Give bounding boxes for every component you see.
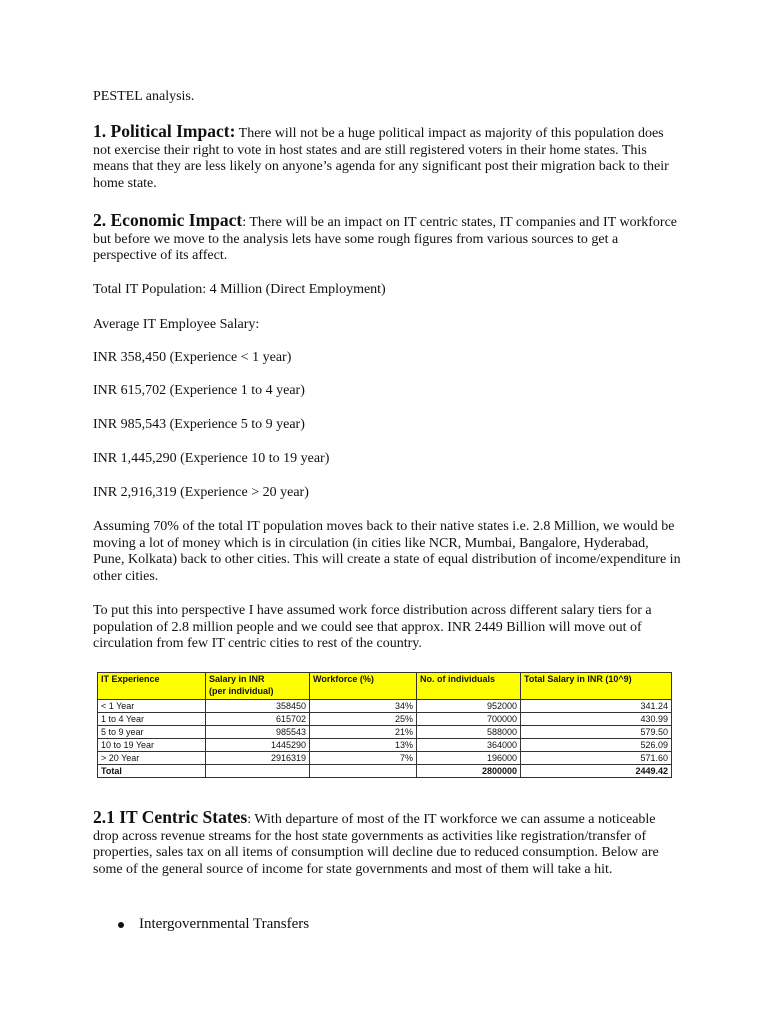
- salary-line-4: INR 1,445,290 (Experience 10 to 19 year): [93, 451, 330, 466]
- it-states-paragraph: [93, 809, 683, 878]
- cell-total-salary: 571.60: [521, 752, 672, 765]
- cell-workforce: 21%: [310, 726, 417, 739]
- salary-line-1: INR 358,450 (Experience < 1 year): [93, 350, 292, 365]
- economic-text: : There will be an impact on IT centric states, IT companies and IT workforce but before we move to the analysis lets have some rough figures from various sources to get a perspective of its affect.: [93, 215, 677, 263]
- cell-workforce: 7%: [310, 752, 417, 765]
- cell-total-salary: 579.50: [521, 726, 672, 739]
- cell-total-salary-sum: 2449.42: [521, 765, 672, 778]
- header-salary: Salary in INR (per individual): [206, 673, 310, 700]
- cell-total-salary: 526.09: [521, 739, 672, 752]
- table-row: [98, 739, 672, 752]
- assumption-paragraph: Assuming 70% of the total IT population moves back to their native states i.e. 2.8 Million, we would be moving a lot of money which is in circulation (in cities like NCR, Mumbai, Bangalore, Hyderabad, Pune, Kolkata) back to other cities. This will create a state of equal distribution of income/expenditure in other cities.: [93, 519, 681, 584]
- table-row: [98, 713, 672, 726]
- cell-salary: 358450: [206, 700, 310, 713]
- cell-salary: 985543: [206, 726, 310, 739]
- table-row: [98, 726, 672, 739]
- header-workforce: Workforce (%): [310, 673, 417, 700]
- salary-heading: Average IT Employee Salary:: [93, 317, 260, 332]
- table-row: [98, 752, 672, 765]
- cell-workforce: 13%: [310, 739, 417, 752]
- bullet-list-item: [118, 916, 309, 933]
- header-it-experience: IT Experience: [98, 673, 206, 700]
- cell-total-label: Total: [98, 765, 206, 778]
- cell-total-individuals: 2800000: [417, 765, 521, 778]
- bullet-dot-icon: [118, 922, 124, 928]
- it-states-text: : With departure of most of the IT workforce we can assume a noticeable drop across revenue streams for the host state governments as activities like registration/transfer of properties, sales tax on all items of consumption will decline due to reduced consumption. Below are some of the general source of income for state governments and most of them will take a hit.: [93, 812, 659, 877]
- table-total-row: [98, 765, 672, 778]
- cell-salary: 2916319: [206, 752, 310, 765]
- cell-individuals: 588000: [417, 726, 521, 739]
- economic-heading: 2. Economic Impact: [93, 210, 243, 230]
- salary-table: [97, 672, 672, 778]
- cell-salary: 615702: [206, 713, 310, 726]
- document-title: PESTEL analysis.: [93, 89, 195, 104]
- salary-line-5: INR 2,916,319 (Experience > 20 year): [93, 485, 309, 500]
- cell-experience: 1 to 4 Year: [98, 713, 206, 726]
- cell-salary: 1445290: [206, 739, 310, 752]
- cell-experience: 10 to 19 Year: [98, 739, 206, 752]
- bullet-text: Intergovernmental Transfers: [139, 916, 310, 932]
- salary-line-2: INR 615,702 (Experience 1 to 4 year): [93, 383, 305, 398]
- header-total-salary: Total Salary in INR (10^9): [521, 673, 672, 700]
- political-paragraph: [93, 123, 683, 192]
- cell-individuals: 700000: [417, 713, 521, 726]
- salary-line-3: INR 985,543 (Experience 5 to 9 year): [93, 417, 305, 432]
- cell-experience: 5 to 9 year: [98, 726, 206, 739]
- it-states-heading: 2.1 IT Centric States: [93, 807, 248, 827]
- cell-experience: > 20 Year: [98, 752, 206, 765]
- cell-total-salary: 341.24: [521, 700, 672, 713]
- cell-individuals: 364000: [417, 739, 521, 752]
- table-row: [98, 700, 672, 713]
- header-individuals: No. of individuals: [417, 673, 521, 700]
- cell-individuals: 952000: [417, 700, 521, 713]
- economic-paragraph: [93, 212, 683, 265]
- table-header-row: [98, 673, 672, 700]
- perspective-paragraph: To put this into perspective I have assumed work force distribution across different salary tiers for a population of 2.8 million people and we could see that approx. INR 2449 Billion will move out of circulation from few IT centric cities to rest of the country.: [93, 603, 652, 651]
- it-population: Total IT Population: 4 Million (Direct Employment): [93, 282, 386, 297]
- cell-total-salary: 430.99: [521, 713, 672, 726]
- cell-workforce: 34%: [310, 700, 417, 713]
- political-text: There will not be a huge political impact as majority of this population does not exercise their right to vote in host states and are still registered voters in their home states. This means that they are less likely on anyone’s agenda for any significant post their migration back to their home state.: [93, 126, 669, 191]
- cell-workforce: 25%: [310, 713, 417, 726]
- cell-empty: [206, 765, 310, 778]
- cell-experience: < 1 Year: [98, 700, 206, 713]
- political-heading: 1. Political Impact:: [93, 121, 236, 141]
- cell-empty: [310, 765, 417, 778]
- cell-individuals: 196000: [417, 752, 521, 765]
